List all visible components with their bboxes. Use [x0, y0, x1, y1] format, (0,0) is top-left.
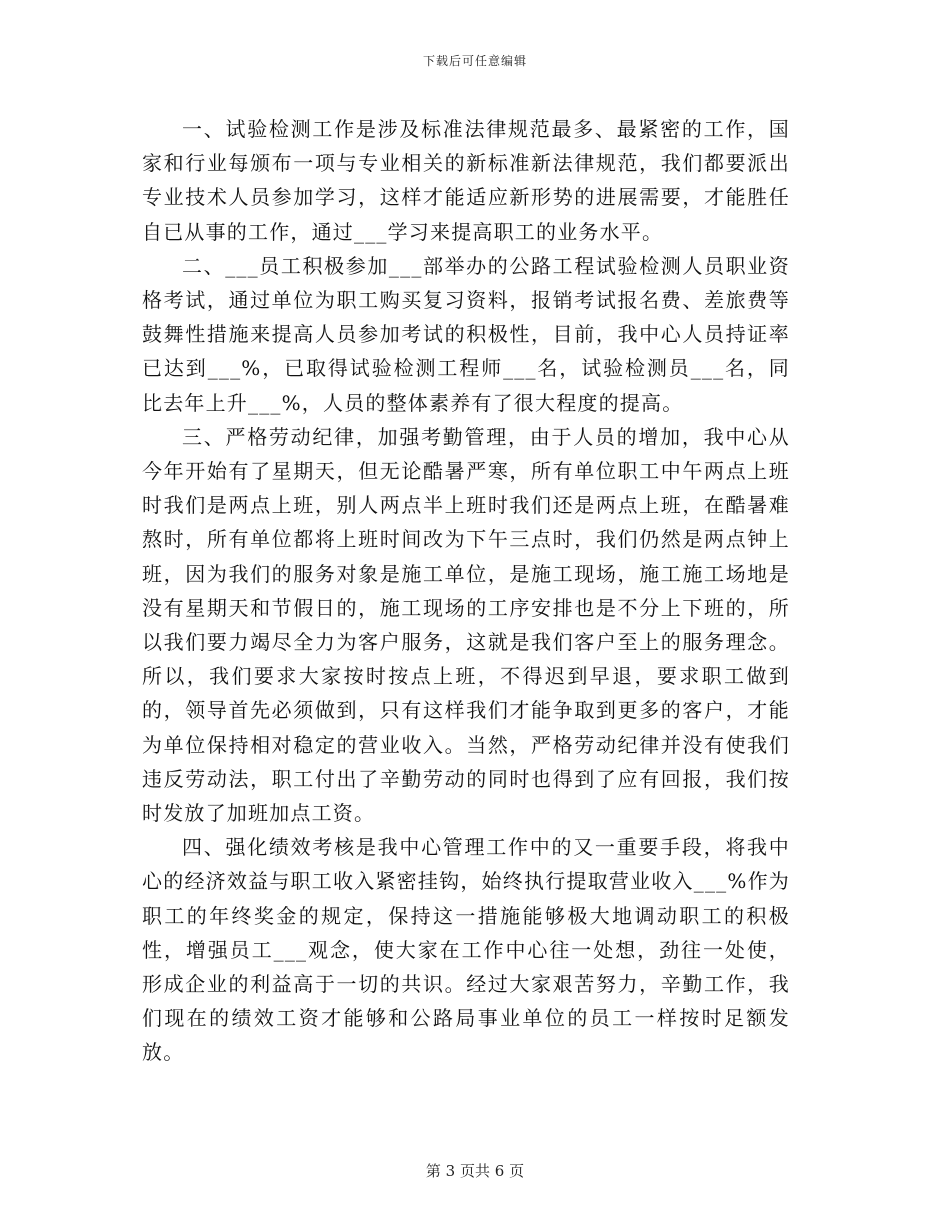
page-number: 第 3 页共 6 页 [425, 1162, 525, 1180]
paragraph-3: 三、严格劳动纪律，加强考勤管理，由于人员的增加，我中心从今年开始有了星期天，但无论酷暑严寒，所有单位职工中午两点上班时我们是两点上班，别人两点半上班时我们还是两点上班，在酷暑难熬时，所有单位都将上班时间改为下午三点时，我们仍然是两点钟上班，因为我们的服务对象是施工单位，是施工现场，施工施工场地是没有星期天和节假日的，施工现场的工序安排也是不分上下班的，所以我们要力竭尽全力为客户服务，这就是我们客户至上的服务理念。所以，我们要求大家按时按点上班，不得迟到早退，要求职工做到的，领导首先必须做到，只有这样我们才能争取到更多的客户，才能为单位保持相对稳定的营业收入。当然，严格劳动纪律并没有使我们违反劳动法，职工付出了辛勤劳动的同时也得到了应有回报，我们按时发放了加班加点工资。 [142, 424, 790, 826]
paragraph-4: 四、强化绩效考核是我中心管理工作中的又一重要手段，将我中心的经济效益与职工收入紧密挂钩，始终执行提取营业收入___%作为职工的年终奖金的规定，保持这一措施能够极大地调动职工的积极性，增强员工___观念，使大家在工作中心往一处想，劲往一处使，形成企业的利益高于一切的共识。经过大家艰苦努力，辛勤工作，我们现在的绩效工资才能够和公路局事业单位的员工一样按时足额发放。 [142, 835, 790, 1065]
page-header-note: 下载后可任意编辑 [422, 54, 527, 68]
paragraph-1: 一、试验检测工作是涉及标准法律规范最多、最紧密的工作，国家和行业每颁布一项与专业相关的新标准新法律规范，我们都要派出专业技术人员参加学习，这样才能适应新形势的进展需要，才能胜任自已从事的工作，通过___学习来提高职工的业务水平。 [142, 117, 790, 244]
paragraph-2: 二、___员工积极参加___部举办的公路工程试验检测人员职业资格考试，通过单位为职工购买复习资料，报销考试报名费、差旅费等鼓舞性措施来提高人员参加考试的积极性，目前，我中心人员持证率已达到___%，已取得试验检测工程师___名，试验检测员___名，同比去年上升___%，人员的整体素养有了很大程度的提高。 [142, 253, 790, 415]
document-body [142, 112, 790, 1070]
